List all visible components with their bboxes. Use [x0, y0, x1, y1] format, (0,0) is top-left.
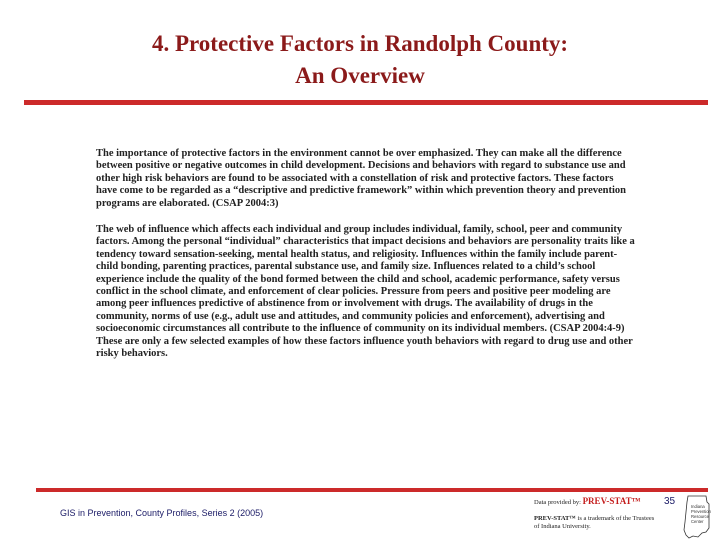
trademark-text: is a trademark of the Trustees of Indiana University. — [534, 515, 655, 530]
data-credit — [534, 497, 658, 531]
bottom-divider — [36, 488, 708, 492]
page-number: 35 — [664, 496, 676, 507]
title-line-2: An Overview — [295, 63, 425, 88]
trademark-note — [534, 515, 658, 531]
paragraph-1: The importance of protective factors in the environment cannot be over emphasized. They can make all the difference between positive or negative outcomes in child development. Decisions and behaviors with regard to substance use and other high risk behaviors are found to be associated with a constellation of risk and protective factors. These factors have come to be regarded as a “descriptive and predictive framework” within which prevention theory and prevention programs are elaborated. (CSAP 2004:3) — [96, 148, 627, 209]
prev-stat-brand: PREV-STAT™ — [582, 496, 641, 506]
slide-title — [60, 28, 660, 92]
trademark-brand: PREV-STAT™ — [534, 515, 576, 522]
top-divider — [24, 100, 708, 105]
footer-series: GIS in Prevention, County Profiles, Series 2 (2005) — [60, 508, 264, 518]
title-line-1: 4. Protective Factors in Randolph County: — [151, 31, 569, 56]
paragraph-2: The web of influence which affects each individual and group includes individual, family, school, peer and community factors. Among the personal “individual” characteristics that impact decisions and behaviors are personality traits like a tendency toward sensation-seeking, mental health status, and religiosity. Influences within the family include parent-child bonding, parenting practices, parental substance use, and family size. Influences related to a child’s school experience include the quality of the bond formed between the child and school, academic performance, safety versus conflict in the school climate, and enforcement of clear policies. Pressure from peers and positive peer modeling are among peer influences predictive of abstinence from or involvement with drugs. The availability of drugs in the community, norms of use (e.g., adult use and attitudes, and community policies and enforcement), advertising and socioeconomic circumstances all contribute to the influence of community on its individual members. (CSAP 2004:4-9) These are only a few selected examples of how these factors influence youth behaviors with regard to drug use and other risky behaviors. — [96, 224, 635, 360]
body-text — [96, 148, 636, 375]
provided-by-label: Data provided by: — [534, 499, 581, 506]
logo-label: Indiana Prevention Resource Center — [691, 504, 712, 524]
